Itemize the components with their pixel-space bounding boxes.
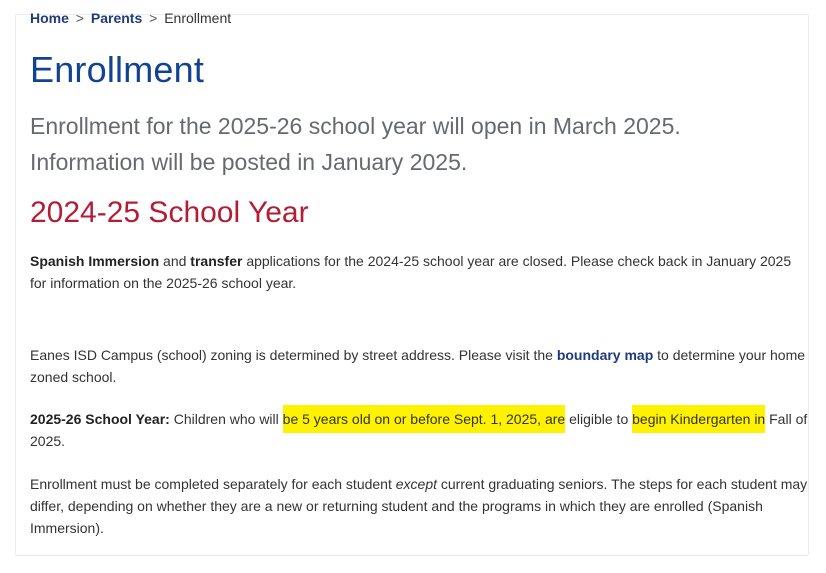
paragraph-text: current graduating seniors. The steps for each student may differ, depending on whether they are a new or returning student and the programs in which they are enrolled (Spanish Immersion). — [30, 476, 808, 536]
school-year-label: 2025-26 School Year: — [30, 411, 170, 427]
breadcrumb-parents-link[interactable]: Parents — [90, 10, 143, 26]
section-title: 2024-25 School Year — [30, 196, 309, 229]
paragraph-text: eligible to — [565, 411, 633, 427]
paragraph-text: Enrollment must be completed separately for each student — [30, 476, 396, 492]
kindergarten-eligibility-paragraph — [30, 408, 810, 452]
applications-closed-paragraph — [30, 250, 810, 294]
breadcrumb-separator: > — [149, 10, 158, 26]
paragraph-text: Eanes ISD Campus (school) zoning is determined by street address. Please visit the — [30, 347, 557, 363]
breadcrumb-home-link[interactable]: Home — [30, 10, 69, 26]
transfer-label: transfer — [190, 253, 243, 269]
except-emphasis: except — [395, 476, 437, 492]
breadcrumb-current: Enrollment — [164, 10, 232, 26]
highlighted-kindergarten-start: begin Kindergarten in — [632, 405, 765, 433]
page-title: Enrollment — [30, 49, 205, 90]
zoning-paragraph — [30, 344, 810, 388]
highlighted-age-requirement: be 5 years old on or before Sept. 1, 2025, are — [283, 405, 566, 433]
enrollment-intro: Enrollment for the 2025-26 school year will open in March 2025. Information will be posted in January 2025. — [30, 113, 681, 175]
breadcrumb — [30, 10, 231, 26]
paragraph-text: and — [159, 253, 191, 269]
paragraph-text: Fall of 2025. — [30, 411, 808, 449]
spanish-immersion-label: Spanish Immersion — [30, 253, 160, 269]
enrollment-steps-paragraph — [30, 473, 810, 539]
paragraph-text: applications for the 2024-25 school year are closed. Please check back in January 2025 for information on the 2025-26 school year. — [30, 253, 792, 291]
breadcrumb-separator: > — [75, 10, 84, 26]
paragraph-text: Children who will — [169, 411, 283, 427]
boundary-map-link[interactable]: boundary map — [556, 347, 654, 363]
paragraph-text: to determine your home zoned school. — [30, 347, 806, 385]
